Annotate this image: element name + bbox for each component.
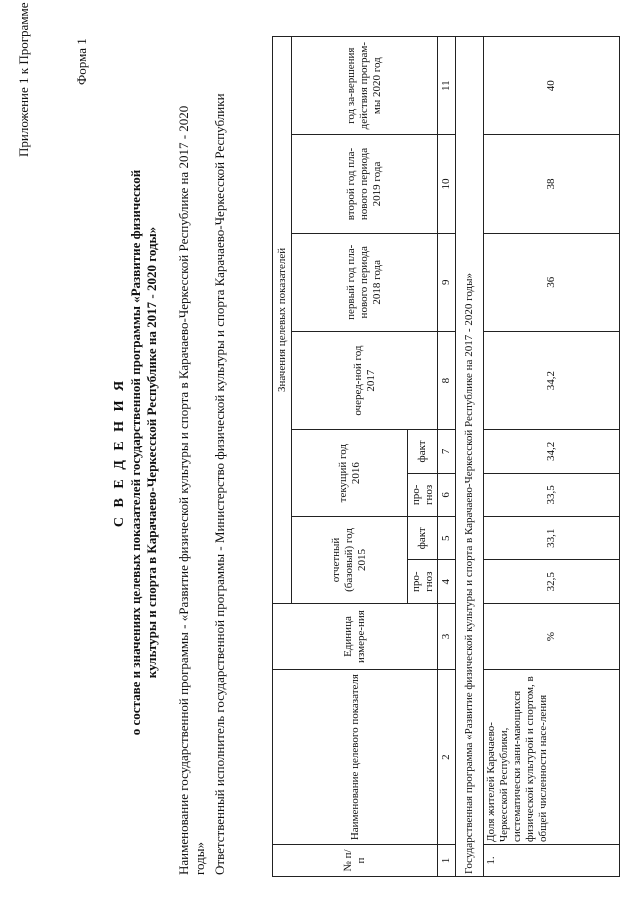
column-number: 9	[438, 233, 456, 331]
column-number: 5	[438, 517, 456, 560]
column-number: 11	[438, 37, 456, 135]
row-indicator-name: Доля жителей Карачаево-Черкесской Республики, систематически зани-мающихся физической культурой и спортом, в общей численности насе-ления	[484, 670, 620, 845]
indicators-table	[272, 36, 620, 877]
header-plan-year-1: первый год пла-нового периода 2018 года	[292, 233, 438, 331]
table-row	[484, 37, 620, 877]
row-2020: 40	[484, 37, 620, 135]
document-subtitle-line2: культуры и спорта в Карачаево-Черкесской Республике на 2017 - 2020 годы»	[144, 226, 159, 679]
form-label: Форма 1	[74, 38, 89, 85]
appendix-label: Приложение 1 к Программе	[16, 2, 31, 157]
header-num: № п/п	[273, 845, 438, 877]
header-end-year: год за-вершения действия програм-мы 2020 год	[292, 37, 438, 135]
header-name: Наименование целевого показателя	[273, 670, 438, 845]
column-number: 3	[438, 603, 456, 669]
row-2016-fact: 34,2	[484, 430, 620, 473]
program-name-text: Наименование государственной программы - «Развитие физической культуры и спорта в Карачаево-Черкесской Республике на 2017 - 2020 годы»	[176, 105, 207, 875]
row-2016-forecast: 33,5	[484, 473, 620, 516]
column-number: 8	[438, 331, 456, 429]
row-2019: 38	[484, 135, 620, 233]
header-forecast-2016: про-гноз	[408, 473, 438, 516]
row-num: 1.	[484, 845, 620, 877]
executor-text: Ответственный исполнитель государственной программы - Министерство физической культуры и спорта Карачаево-Черкесской Республики	[212, 93, 227, 875]
row-unit: %	[484, 603, 620, 669]
row-2015-fact: 33,1	[484, 517, 620, 560]
header-fact-2015: факт	[408, 517, 438, 560]
header-current-year: текущий год 2016	[292, 430, 408, 517]
document-title: С В Е Д Е Н И Я	[112, 377, 127, 528]
header-fact-2016: факт	[408, 430, 438, 473]
column-number: 7	[438, 430, 456, 473]
header-next-year: очеред-ной год 2017	[292, 331, 438, 429]
header-plan-year-2: второй год пла-нового периода 2019 года	[292, 135, 438, 233]
column-number: 1	[438, 845, 456, 877]
row-2017: 34,2	[484, 331, 620, 429]
document-subtitle-line1: о составе и значениях целевых показателей государственной программы «Развитие физической	[128, 169, 143, 736]
column-number: 4	[438, 560, 456, 603]
header-values-group: Значения целевых показателей	[273, 37, 292, 604]
row-2018: 36	[484, 233, 620, 331]
column-number: 10	[438, 135, 456, 233]
section-title: Государственная программа «Развитие физической культуры и спорта в Карачаево-Черкесской Республике на 2017 - 2020 годы»	[456, 37, 484, 877]
header-unit: Единица измере-ния	[273, 603, 438, 669]
row-2015-forecast: 32,5	[484, 560, 620, 603]
column-number: 2	[438, 670, 456, 845]
column-number: 6	[438, 473, 456, 516]
header-forecast-2015: про-гноз	[408, 560, 438, 603]
header-reporting-year: отчетный (базовый) год 2015	[292, 517, 408, 604]
